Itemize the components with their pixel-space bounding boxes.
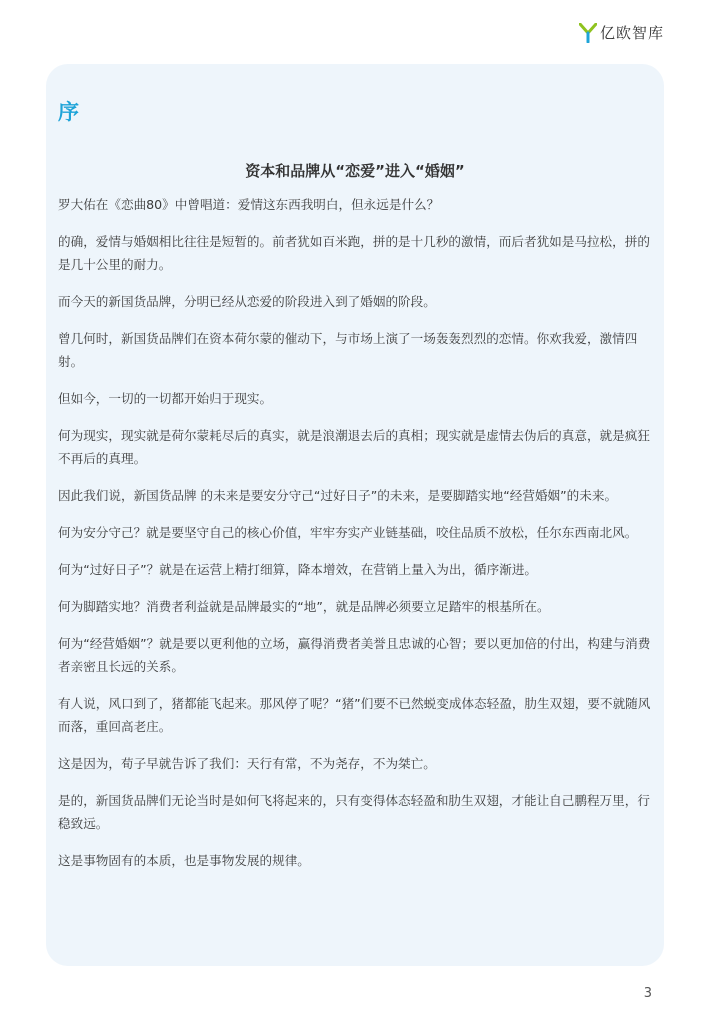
paragraph: 何为现实，现实就是荷尔蒙耗尽后的真实，就是浪潮退去后的真相；现实就是虚情去伪后的真意，就是疯狂不再后的真理。 (58, 428, 650, 466)
brand-mark-icon (579, 23, 597, 43)
paragraph: 而今天的新国货品牌，分明已经从恋爱的阶段进入到了婚姻的阶段。 (58, 294, 436, 309)
paragraph: 何为“经营婚姻”？就是要以更利他的立场，赢得消费者美誉且忠诚的心智；要以更加倍的付出，构建与消费者亲密且长远的关系。 (58, 636, 651, 674)
section-title: 序 (58, 100, 79, 124)
brand-logo (579, 22, 664, 43)
paragraph: 曾几何时，新国货品牌们在资本荷尔蒙的催动下，与市场上演了一场轰轰烈烈的恋情。你欢我爱，激情四射。 (58, 331, 638, 369)
paragraph: 何为脚踏实地？消费者利益就是品牌最实的“地”，就是品牌必须要立足踏牢的根基所在。 (58, 599, 550, 614)
paragraph: 这是因为，荀子早就告诉了我们：天行有常，不为尧存，不为桀亡。 (58, 756, 436, 771)
page-number: 3 (643, 986, 652, 1001)
paragraph: 有人说，风口到了，猪都能飞起来。那风停了呢？“猪”们要不已然蜕变成体态轻盈，肋生双翅，要不就随风而落，重回高老庄。 (58, 696, 651, 734)
article-body (58, 193, 656, 886)
paragraph: 是的，新国货品牌们无论当时是如何飞将起来的，只有变得体态轻盈和肋生双翅，才能让自己鹏程万里，行稳致远。 (58, 793, 650, 831)
article-title: 资本和品牌从“恋爱”进入“婚姻” (245, 162, 465, 180)
paragraph: 的确，爱情与婚姻相比往往是短暂的。前者犹如百米跑，拼的是十几秒的激情，而后者犹如是马拉松，拼的是几十公里的耐力。 (58, 234, 650, 272)
paragraph: 这是事物固有的本质，也是事物发展的规律。 (58, 853, 310, 868)
paragraph: 因此我们说，新国货品牌 的未来是要安分守己“过好日子”的未来，是要脚踏实地“经营婚姻”的未来。 (58, 488, 618, 503)
paragraph: 何为安分守己？就是要坚守自己的核心价值，牢牢夯实产业链基础，咬住品质不放松，任尔东西南北风。 (58, 525, 638, 540)
paragraph: 何为“过好日子”？就是在运营上精打细算，降本增效，在营销上量入为出，循序渐进。 (58, 562, 538, 577)
paragraph: 罗大佑在《恋曲80》中曾唱道：爱情这东西我明白，但永远是什么？ (58, 197, 440, 212)
brand-name: 亿欧智库 (599, 24, 664, 42)
paragraph: 但如今，一切的一切都开始归于现实。 (58, 391, 273, 406)
